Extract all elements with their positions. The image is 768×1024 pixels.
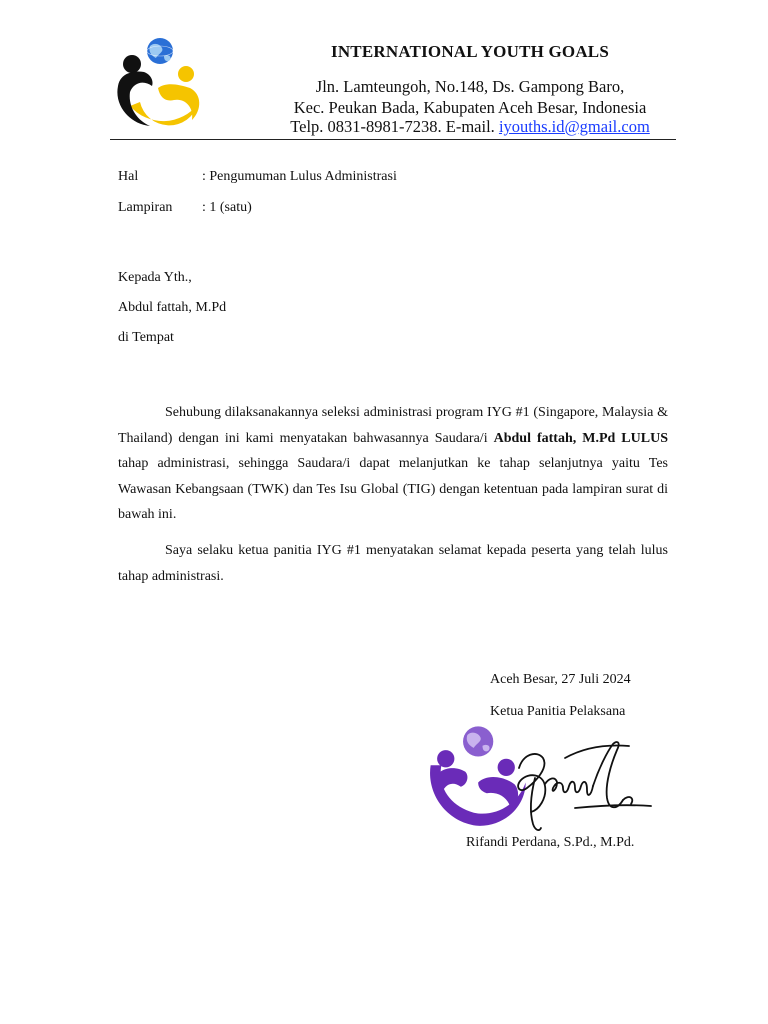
paragraph-1-text-b: tahap administrasi, sehingga Saudara/i dapat melanjutkan ke tahap selanjutnya yaitu Tes Wawasan Kebangsaan (TWK) dan Tes Isu Global (TIG) dengan ketentuan pada lampiran surat di bawah ini. bbox=[118, 456, 668, 522]
handwritten-signature bbox=[505, 738, 655, 838]
contact-phone: Telp. 0831-8981-7238. E-mail. bbox=[290, 117, 499, 136]
sign-place-date: Aceh Besar, 27 Juli 2024 bbox=[490, 672, 631, 687]
signatory-name: Rifandi Perdana, S.Pd., M.Pd. bbox=[466, 835, 635, 850]
lampiran-value: : 1 (satu) bbox=[202, 200, 252, 215]
hal-label: Hal bbox=[118, 169, 139, 184]
body-paragraph-2: Saya selaku ketua panitia IYG #1 menyatakan selamat kepada peserta yang telah lulus tahap administrasi. bbox=[118, 543, 668, 584]
recipient-place: di Tempat bbox=[118, 330, 174, 345]
hal-value: : Pengumuman Lulus Administrasi bbox=[202, 169, 397, 184]
header-divider bbox=[110, 139, 676, 140]
lampiran-label: Lampiran bbox=[118, 200, 173, 215]
contact-line bbox=[230, 117, 710, 137]
address-line-1: Jln. Lamteungoh, No.148, Ds. Gampong Baro, bbox=[315, 77, 625, 96]
paragraph-1-text-a: Sehubung dilaksanakannya seleksi administrasi program IYG #1 (Singapore, Malaysia & Thailand) dengan ini kami menyatakan bahwasannya Saudara/i bbox=[118, 405, 668, 446]
address-line-2: Kec. Peukan Bada, Kabupaten Aceh Besar, Indonesia bbox=[293, 98, 647, 117]
paragraph-1-highlight: Abdul fattah, M.Pd LULUS bbox=[493, 430, 668, 446]
organization-name: INTERNATIONAL YOUTH GOALS bbox=[331, 42, 609, 61]
sign-role: Ketua Panitia Pelaksana bbox=[490, 704, 626, 719]
recipient-greeting: Kepada Yth., bbox=[118, 270, 192, 285]
iyg-logo-icon bbox=[110, 34, 210, 134]
recipient-name: Abdul fattah, M.Pd bbox=[118, 300, 227, 315]
email-link[interactable]: iyouths.id@gmail.com bbox=[498, 117, 650, 136]
body-paragraph-1 bbox=[118, 400, 668, 528]
